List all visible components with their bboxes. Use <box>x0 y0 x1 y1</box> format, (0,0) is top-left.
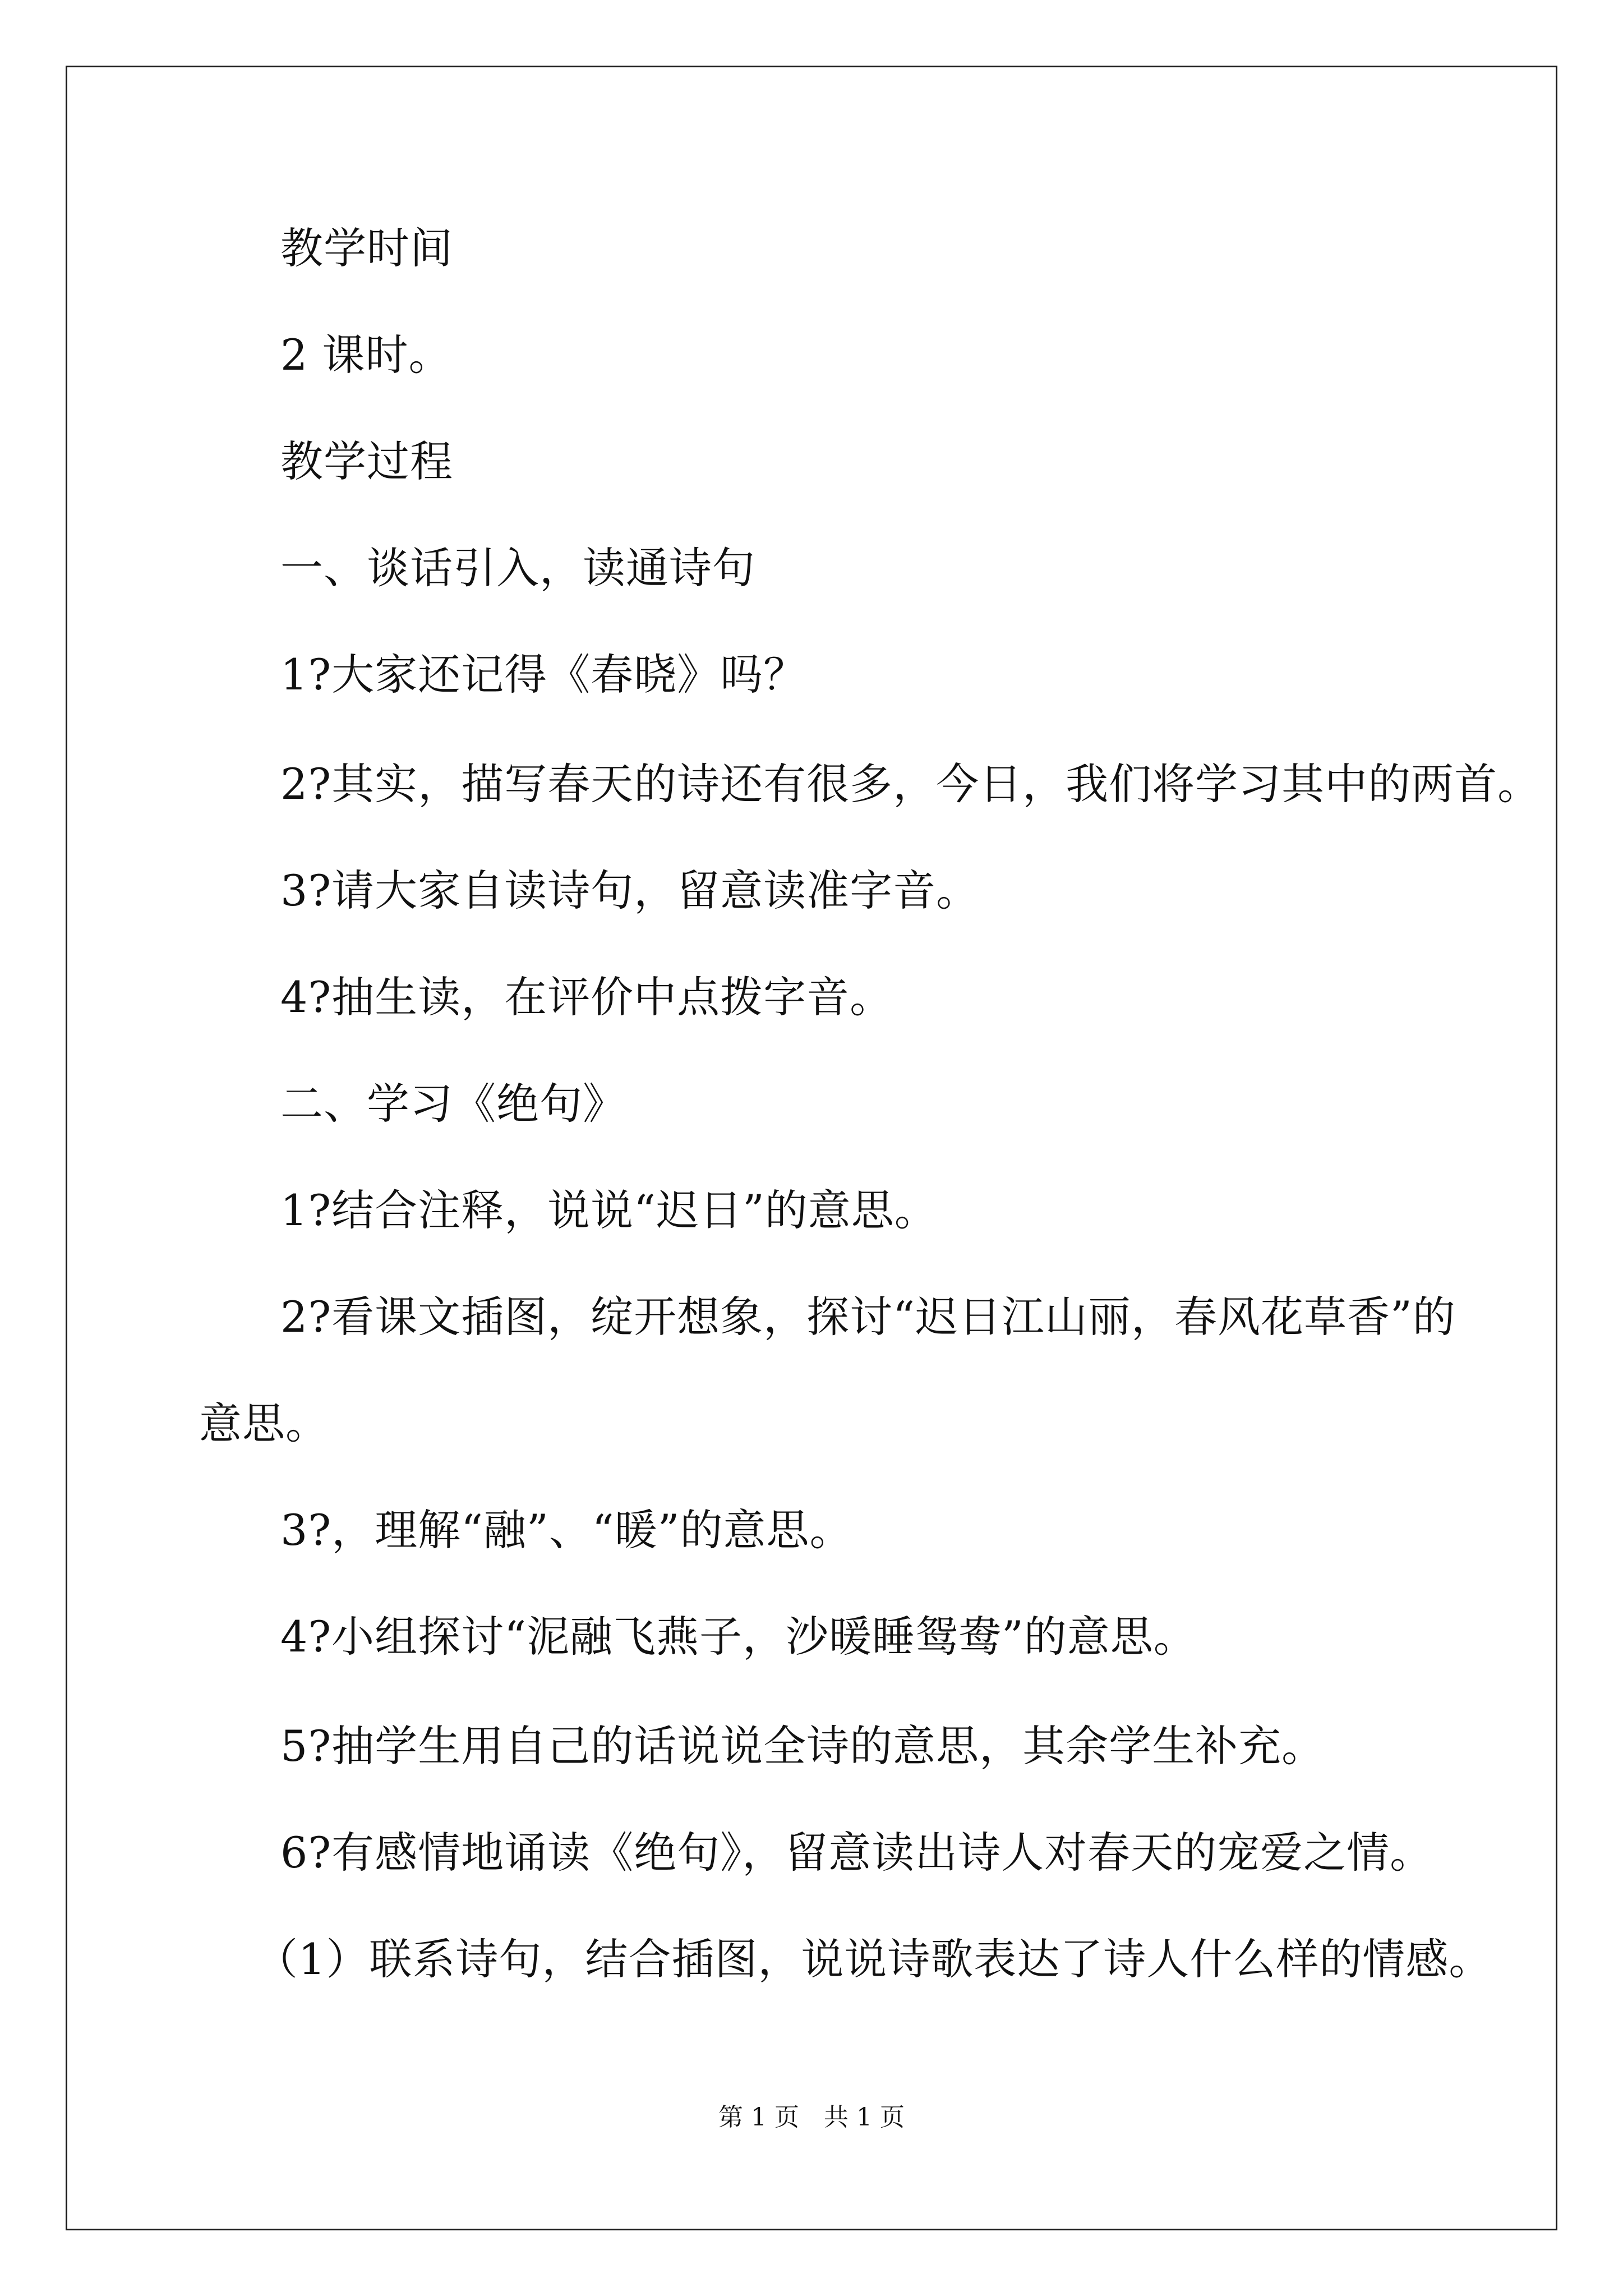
list-item-6-continuation: 意思。 <box>199 1398 329 1448</box>
sub-item-1: （1）联系诗句，结合插图，说说诗歌表达了诗人什么样的情感。 <box>255 1934 1492 1984</box>
list-item-2: 2?其实，描写春天的诗还有很多，今日，我们将学习其中的两首。 <box>280 759 1541 809</box>
list-item-6: 2?看课文插图，绽开想象，探讨“迟日江山丽，春风花草香”的 <box>280 1292 1456 1342</box>
list-item-10: 6?有感情地诵读《绝句》，留意读出诗人对春天的宠爱之情。 <box>280 1828 1433 1878</box>
list-item-4: 4?抽生读，在评价中点拨字音。 <box>280 972 893 1022</box>
page-border <box>66 66 1557 2230</box>
page-footer: 第 1 页 共 1 页 <box>718 2103 905 2132</box>
section-heading-one: 一、谈话引入，读通诗句 <box>280 543 755 593</box>
heading-teaching-time: 教学时间 <box>280 223 453 273</box>
list-item-3: 3?请大家自读诗句，留意读准字音。 <box>280 866 980 915</box>
list-item-1: 1?大家还记得《春晓》吗？ <box>280 650 807 700</box>
paragraph-class-hours: 2 课时。 <box>280 330 452 380</box>
list-item-9: 5?抽学生用自己的话说说全诗的意思，其余学生补充。 <box>280 1721 1325 1771</box>
list-item-5: 1?结合注释，说说“迟日”的意思。 <box>280 1185 938 1235</box>
section-heading-two: 二、学习《绝句》 <box>280 1079 626 1129</box>
heading-teaching-process: 教学过程 <box>280 436 453 486</box>
list-item-7: 3?，理解“融”、“暖”的意思。 <box>280 1505 853 1555</box>
list-item-8: 4?小组探讨“泥融飞燕子，沙暖睡鸳鸯”的意思。 <box>280 1612 1197 1662</box>
